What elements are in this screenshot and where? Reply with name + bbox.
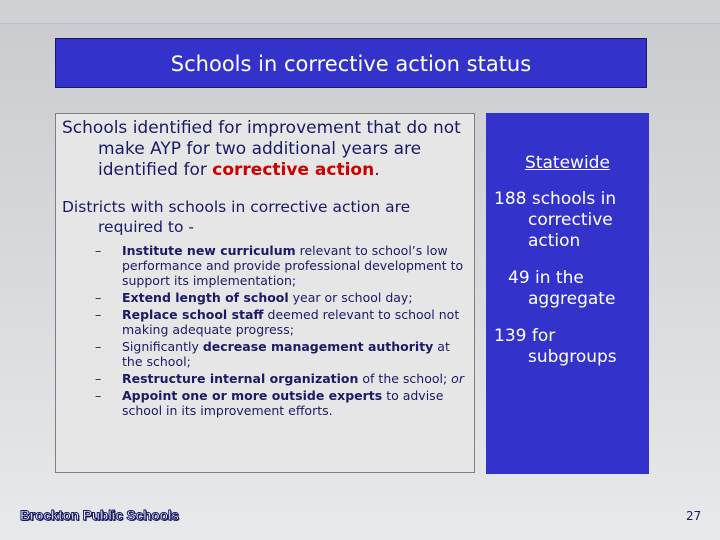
header-band xyxy=(0,0,720,24)
action-text: year or school day; xyxy=(288,290,413,305)
subgroups-count: 139 for subgroups xyxy=(494,326,617,367)
statewide-panel xyxy=(486,113,649,474)
dash-bullet: – xyxy=(95,307,102,322)
action-bold: decrease management authority xyxy=(202,339,434,354)
action-text: of the school; xyxy=(358,371,452,386)
corrective-action-emphasis: corrective action xyxy=(212,160,375,180)
action-bold: Extend length of school xyxy=(122,290,289,305)
aggregate-count: 49 in the aggregate xyxy=(508,268,616,309)
action-italic: or xyxy=(451,371,464,386)
dash-bullet: – xyxy=(95,388,102,403)
brockton-logo: Brockton Public Schools xyxy=(20,507,179,523)
left-content-panel xyxy=(55,113,475,473)
list-item xyxy=(62,339,466,369)
list-item xyxy=(62,371,466,386)
list-item xyxy=(62,388,466,418)
district-requirements-paragraph: Districts with schools in corrective action are required to - xyxy=(62,198,411,236)
action-bold: Restructure internal organization xyxy=(122,371,359,386)
statewide-heading: Statewide xyxy=(525,153,610,173)
identification-text: Schools identified for improvement that do not make AYP for two additional years are identified for xyxy=(62,118,461,180)
dash-bullet: – xyxy=(95,290,102,305)
action-bold: Replace school staff xyxy=(122,307,264,322)
dash-bullet: – xyxy=(95,371,102,386)
action-text: relevant to school’s low performance and provide professional development to support its implementation; xyxy=(122,243,464,288)
action-text: Significantly xyxy=(122,339,203,354)
action-text: deemed relevant to school not making adequate progress; xyxy=(122,307,460,337)
dash-bullet: – xyxy=(95,243,102,258)
identification-paragraph xyxy=(62,118,466,181)
list-item xyxy=(62,307,466,337)
action-text: to advise school in its improvement efforts. xyxy=(122,388,444,418)
identification-period: . xyxy=(374,160,380,180)
slide-title xyxy=(55,38,647,88)
action-text-end: at the school; xyxy=(122,339,450,369)
corrective-action-count: 188 schools in corrective action xyxy=(494,189,617,251)
action-bold: Appoint one or more outside experts xyxy=(122,388,383,403)
page-number: 27 xyxy=(686,509,702,523)
required-actions-list xyxy=(62,243,466,418)
list-item xyxy=(62,290,466,305)
action-bold: Institute new curriculum xyxy=(122,243,296,258)
list-item xyxy=(62,243,466,288)
slide-title-text: Schools in corrective action status xyxy=(170,52,532,76)
dash-bullet: – xyxy=(95,339,102,354)
